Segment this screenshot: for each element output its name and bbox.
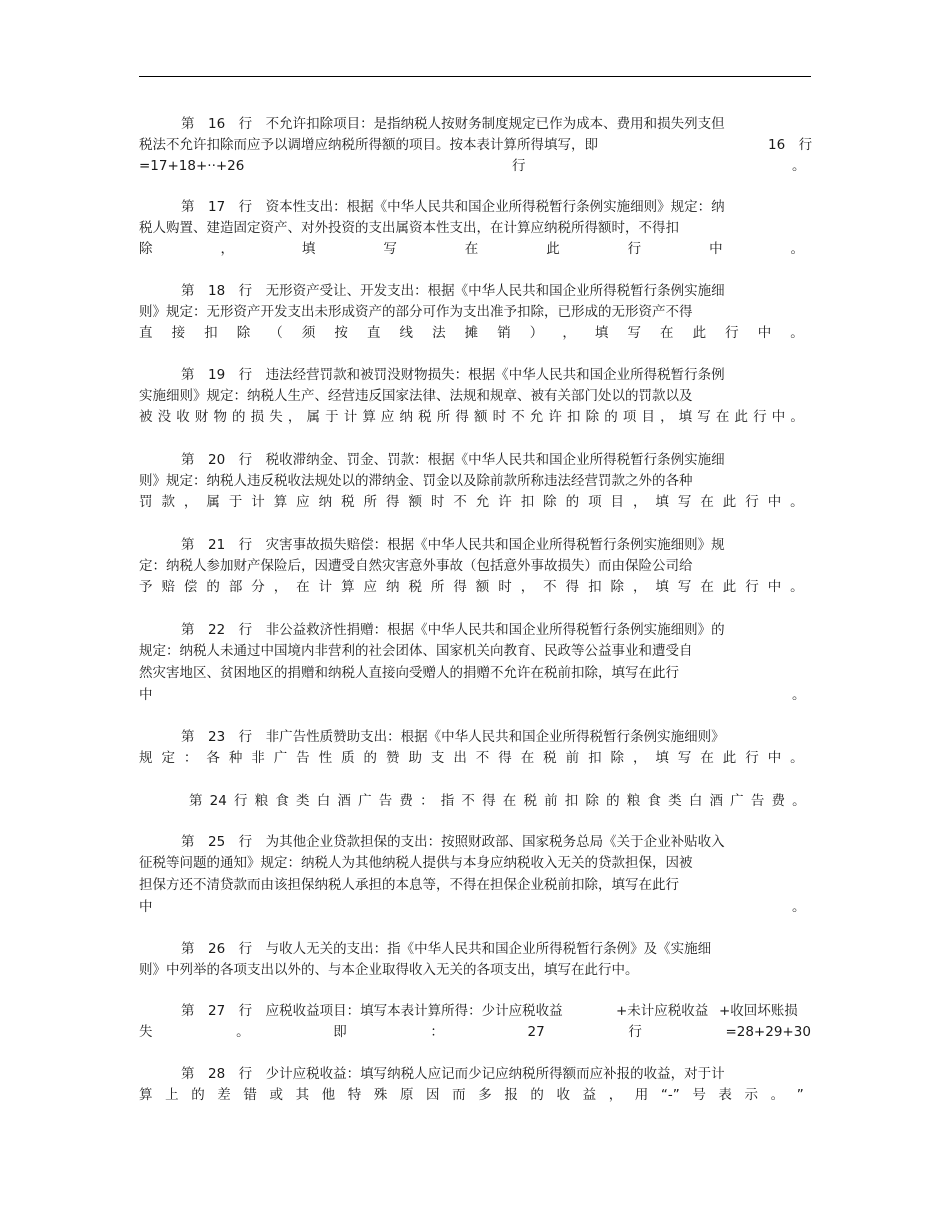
text-token: 不 [453, 494, 467, 510]
text-token: 所 [436, 409, 451, 425]
text-token: 允 [529, 409, 544, 425]
text-token: 应 [363, 579, 378, 595]
text-token: 接 [171, 325, 186, 341]
text-token: 行 [745, 579, 759, 595]
text-token: 填 [594, 325, 609, 341]
line-25-1: 第 25 行 为其他企业贷款担保的支出：按照财政部、国家税务总局《关于企业补贴收入 [181, 834, 725, 850]
text-token: 计 [318, 579, 333, 595]
text-token: 填 [678, 409, 693, 425]
text-token: 予 [139, 579, 153, 595]
text-token: 粮 [254, 793, 269, 809]
text-token: 得 [385, 494, 400, 510]
text-token: 。 [236, 1024, 250, 1040]
text-token: 中 [767, 579, 782, 595]
text-token: 白 [316, 793, 331, 809]
line-21-3 [139, 581, 804, 595]
text-token: 扣 [588, 750, 602, 766]
text-token: 报 [504, 1087, 518, 1103]
text-token: ： [420, 793, 434, 809]
text-token: 写 [383, 241, 397, 257]
text-token: 失 [139, 1024, 153, 1040]
text-token: 不 [543, 579, 557, 595]
text-token: 行 [745, 750, 759, 766]
text-token: 写 [677, 750, 692, 766]
text-token: 填 [655, 579, 669, 595]
line-26-2: 则》中列举的各项支出以外的、与本企业取得收入无关的各项支出，填写在此行中。 [139, 962, 639, 978]
text-token: 写 [677, 579, 692, 595]
text-token: 告 [378, 793, 393, 809]
text-token: ， [660, 409, 674, 425]
line-23-2 [139, 752, 804, 766]
text-token: 赞 [385, 750, 400, 766]
line-22-1: 第 22 行 非公益救济性捐赠：根据《中华人民共和国企业所得税暂行条例实施细则》的 [181, 622, 725, 638]
text-token: 时 [430, 494, 445, 510]
text-token: 税 [418, 409, 432, 425]
text-token: 中 [767, 750, 782, 766]
text-token: 罚 [139, 494, 153, 510]
line-25-4-end: 。 [792, 899, 806, 915]
line-16-2: 税法不允许扣除而应予以调增应纳税所得额的项目。按本表计算所得填写，即 [139, 137, 598, 153]
text-token: 上 [165, 1087, 179, 1103]
line-25-3: 担保方还不清贷款而由该担保纳税人承担的本息等，不得在担保企业税前扣除，填写在此行 [139, 877, 679, 893]
line-27-2 [139, 1026, 811, 1040]
text-token: 得 [498, 750, 512, 766]
text-token: 中 [771, 409, 786, 425]
text-token: 中 [757, 325, 772, 341]
text-token: 原 [399, 1087, 414, 1103]
text-token: 。 [770, 1087, 785, 1103]
text-token: 助 [408, 750, 422, 766]
text-token: 费 [399, 793, 413, 809]
text-token: 不 [461, 793, 475, 809]
text-token: 此 [546, 241, 560, 257]
text-token: ， [273, 579, 288, 595]
text-token: 食 [647, 793, 661, 809]
text-token: 时 [492, 409, 507, 425]
line-25-4: 中 [139, 899, 153, 915]
text-token: 种 [228, 750, 243, 766]
text-token: 填 [655, 494, 669, 510]
text-token: 收 [556, 1087, 570, 1103]
line-16-3: =17+18+··+26 [139, 158, 245, 174]
text-token: 财 [194, 409, 209, 425]
line-17-1: 第 17 行 资本性支出：根据《中华人民共和国企业所得税暂行条例实施细则》规定：纳 [181, 199, 725, 215]
text-token: 示 [744, 1087, 759, 1103]
text-token: =28+29+30 [725, 1024, 811, 1040]
text-token: 广 [273, 750, 288, 766]
text-token: 扣 [520, 494, 535, 510]
text-token: 应 [380, 409, 395, 425]
text-token: 属 [306, 409, 320, 425]
line-27-1c: +收回坏账损 [719, 1003, 798, 1019]
text-token: 。 [792, 793, 806, 809]
text-token: ， [183, 494, 198, 510]
text-token: 所 [363, 494, 378, 510]
text-token: 在 [715, 409, 730, 425]
text-token: 额 [475, 579, 490, 595]
text-token: 不 [511, 409, 525, 425]
text-token: 。 [790, 750, 804, 766]
line-21-2: 定：纳税人参加财产保险后，因遭受自然灾害意外事故（包括意外事故损失）而由保险公司给 [139, 558, 693, 574]
text-token: ， [287, 409, 302, 425]
text-token: 于 [228, 494, 243, 510]
text-token: “-” [660, 1087, 680, 1103]
text-token: 用 [634, 1087, 649, 1103]
line-19-3 [139, 411, 804, 425]
text-token: 因 [426, 1087, 440, 1103]
text-token: 允 [475, 494, 490, 510]
line-23-1: 第 23 行 非广告性质赞助支出：根据《中华人民共和国企业所得税暂行条例实施细则》 [181, 729, 725, 745]
line-19-2: 实施细则》规定：纳税人生产、经营违反国家法律、法规和规章、被有关部门处以的罚款以及 [139, 388, 693, 404]
text-token: 扣 [564, 793, 579, 809]
text-token: 直 [366, 325, 381, 341]
text-token: 款 [161, 494, 175, 510]
text-token: 殊 [373, 1087, 388, 1103]
text-token: ， [632, 750, 647, 766]
text-token: 偿 [183, 579, 198, 595]
text-token: 类 [668, 793, 682, 809]
text-token: 的 [363, 750, 378, 766]
line-16-1: 第 16 行 不允许扣除项目：是指纳税人按财务制度规定已作为成本、费用和损失列支但 [181, 116, 725, 132]
text-token: 。 [790, 579, 804, 595]
text-token: ， [608, 1087, 623, 1103]
text-token: 法 [432, 325, 446, 341]
text-token: 27 [527, 1024, 545, 1040]
text-token: 定 [161, 750, 175, 766]
text-token: 所 [430, 579, 445, 595]
line-20-3 [139, 496, 804, 510]
text-token: 得 [455, 409, 469, 425]
text-token: 损 [250, 409, 265, 425]
text-token: 项 [622, 409, 637, 425]
text-token: 于 [325, 409, 339, 425]
text-token: 直 [139, 325, 153, 341]
text-token: 行 [753, 409, 767, 425]
text-token: 写 [697, 409, 711, 425]
text-token: 纳 [318, 494, 333, 510]
line-26-1: 第 26 行 与收人无关的支出：指《中华人民共和国企业所得税暂行条例》及《实施细 [181, 941, 712, 957]
text-token: 多 [478, 1087, 492, 1103]
text-token: 目 [641, 409, 655, 425]
text-token: （ [269, 325, 283, 341]
text-token: 益 [582, 1087, 597, 1103]
line-18-1: 第 18 行 无形资产受让、开发支出：根据《中华人民共和国企业所得税暂行条例实施细 [181, 283, 725, 299]
line-22-4: 中 [139, 687, 153, 703]
text-token: 告 [750, 793, 765, 809]
text-token: 的 [565, 494, 580, 510]
text-token: 类 [296, 793, 310, 809]
text-token: 在 [464, 241, 479, 257]
text-token: 此 [734, 409, 748, 425]
line-21-1: 第 21 行 灾害事故损失赔偿：根据《中华人民共和国企业所得税暂行条例实施细则》规 [181, 537, 725, 553]
line-24-1 [189, 795, 806, 809]
text-token: 此 [692, 325, 707, 341]
text-token: 此 [722, 494, 737, 510]
line-22-4-end: 。 [792, 687, 806, 703]
text-token: 的 [530, 1087, 544, 1103]
text-token: 此 [722, 579, 737, 595]
text-token: 。 [790, 409, 804, 425]
line-20-1: 第 20 行 税收滞纳金、罚金、罚款：根据《中华人民共和国企业所得税暂行条例实施细 [181, 452, 725, 468]
line-22-3: 然灾害地区、贫困地区的捐赠和纳税人直接向受赠人的捐赠不允许在税前扣除，填写在此行 [139, 665, 679, 681]
text-token: 在 [502, 793, 517, 809]
text-token: ， [632, 579, 647, 595]
text-token: 须 [301, 325, 316, 341]
text-token: 号 [692, 1087, 706, 1103]
text-token: 线 [399, 325, 413, 341]
text-token: 失 [269, 409, 283, 425]
text-token: 算 [139, 1087, 153, 1103]
text-token: ， [632, 494, 647, 510]
text-token: 酒 [337, 793, 351, 809]
line-17-2: 税人购置、建造固定资产、对外投资的支出属资本性支出，在计算应纳税所得额时，不得扣 [139, 220, 679, 236]
text-token: 。 [790, 241, 804, 257]
text-token: 性 [318, 750, 333, 766]
text-token: 除 [585, 409, 600, 425]
text-token: 算 [362, 409, 376, 425]
text-token: 的 [606, 793, 620, 809]
text-token: 规 [139, 750, 153, 766]
text-token: 除 [585, 793, 599, 809]
text-token: 酒 [709, 793, 723, 809]
text-token: 的 [191, 1087, 205, 1103]
text-token: ， [520, 579, 535, 595]
text-token: ： [183, 750, 198, 766]
text-token: 广 [730, 793, 744, 809]
text-token: 计 [343, 409, 358, 425]
text-token: 计 [251, 494, 265, 510]
text-token: 分 [251, 579, 265, 595]
text-token: 行 [725, 325, 739, 341]
text-token: 除 [610, 750, 625, 766]
text-token: 错 [243, 1087, 257, 1103]
text-token: 在 [520, 750, 535, 766]
text-token: ” [796, 1087, 804, 1103]
text-token: 告 [296, 750, 310, 766]
text-token: 行 [627, 241, 642, 257]
text-token: 非 [251, 750, 265, 766]
text-token: 税 [341, 494, 355, 510]
text-token: 在 [700, 579, 714, 595]
text-token: 。 [790, 325, 804, 341]
text-token: 或 [269, 1087, 283, 1103]
text-token: 扣 [204, 325, 218, 341]
text-token: 算 [341, 579, 355, 595]
text-token: 扣 [588, 579, 602, 595]
text-token: 填 [655, 750, 669, 766]
text-token: 目 [610, 494, 625, 510]
text-token: 写 [627, 325, 641, 341]
text-token: 其 [295, 1087, 310, 1103]
text-token: 除 [236, 325, 251, 341]
text-token: 中 [767, 494, 782, 510]
text-token: 特 [347, 1087, 362, 1103]
text-token: 税 [523, 793, 537, 809]
text-token: 纳 [385, 579, 400, 595]
text-token: 得 [482, 793, 496, 809]
text-token: 在 [296, 579, 310, 595]
line-28-1: 第 28 行 少计应税收益：填写纳税人应记而少记应纳税所得额而应补报的收益，对于计 [181, 1066, 725, 1082]
text-token: 不 [475, 750, 490, 766]
text-token: 算 [273, 494, 288, 510]
line-18-3 [139, 327, 804, 341]
text-token: 在 [700, 750, 714, 766]
text-token: 的 [232, 409, 246, 425]
text-token: 摊 [464, 325, 479, 341]
text-token: 许 [548, 409, 562, 425]
text-token: 费 [771, 793, 785, 809]
text-token: 按 [334, 325, 348, 341]
text-token: 粮 [626, 793, 641, 809]
text-token: 即 [333, 1024, 347, 1040]
text-token: 得 [453, 579, 467, 595]
text-token: 第 [189, 793, 203, 809]
text-token: 支 [430, 750, 445, 766]
line-17-3 [139, 243, 804, 257]
text-token: 质 [341, 750, 355, 766]
text-token: 行 [628, 1024, 642, 1040]
text-token: 行 [234, 793, 248, 809]
text-token: 应 [296, 494, 310, 510]
text-token: ， [220, 241, 234, 257]
text-token: 除 [610, 579, 625, 595]
text-token: 此 [722, 750, 737, 766]
text-token: 在 [660, 325, 674, 341]
text-token: ， [562, 325, 576, 341]
text-token: 税 [408, 579, 422, 595]
text-token: 中 [709, 241, 723, 257]
line-25-2: 征税等问题的通知》规定：纳税人为其他纳税人提供与本身应纳税收入无关的贷款担保，因被 [139, 855, 693, 871]
text-token: ） [529, 325, 544, 341]
text-token: 除 [139, 241, 153, 257]
text-token: 得 [565, 579, 580, 595]
text-token: 各 [206, 750, 220, 766]
text-token: 税 [543, 750, 557, 766]
line-27-1a: 第 27 行 应税收益项目：填写本表计算所得：少计应税收益 [181, 1003, 563, 1019]
text-token: 部 [228, 579, 243, 595]
line-20-2: 则》规定：纳税人违反税收法规处以的滞纳金、罚金以及除前款所称违法经营罚款之外的各种 [139, 473, 693, 489]
line-28-2 [139, 1089, 804, 1103]
text-token: 在 [700, 494, 714, 510]
text-token: 表 [718, 1087, 732, 1103]
text-token: 而 [452, 1087, 466, 1103]
text-token: 属 [206, 494, 220, 510]
text-token: 前 [544, 793, 558, 809]
text-token: 填 [301, 241, 316, 257]
line-16-3-end: 。 [792, 158, 806, 174]
text-token: 食 [275, 793, 289, 809]
text-token: 广 [358, 793, 372, 809]
text-token: 纳 [399, 409, 414, 425]
text-token: 出 [453, 750, 467, 766]
text-token: 24 [209, 793, 227, 809]
text-token: 他 [321, 1087, 336, 1103]
text-token: ： [430, 1024, 444, 1040]
text-token: 项 [588, 494, 602, 510]
text-token: 被 [139, 409, 153, 425]
text-token: 前 [565, 750, 580, 766]
line-16-3-mid: 行 [512, 158, 526, 174]
text-token: 白 [688, 793, 703, 809]
text-token: 物 [213, 409, 227, 425]
text-token: 收 [176, 409, 190, 425]
text-token: 时 [498, 579, 512, 595]
text-token: 额 [408, 494, 422, 510]
text-token: 的 [206, 579, 220, 595]
line-27-1b: +未计应税收益 [616, 1003, 709, 1019]
line-18-2: 则》规定：无形资产开发支出未形成资产的部分可作为支出准予扣除，已形成的无形资产不得 [139, 304, 693, 320]
text-token: 除 [543, 494, 557, 510]
text-token: 扣 [567, 409, 581, 425]
line-22-2: 规定：纳税人未通过中国境内非营利的社会团体、国家机关向教育、民政等公益事业和遭受自 [139, 643, 693, 659]
text-token: 额 [473, 409, 488, 425]
text-token: 没 [157, 409, 172, 425]
text-token: 。 [790, 494, 804, 510]
text-token: 指 [440, 793, 455, 809]
text-token: 的 [604, 409, 618, 425]
text-token: 销 [497, 325, 511, 341]
text-token: 许 [498, 494, 512, 510]
header-rule [139, 76, 811, 77]
text-token: 赔 [161, 579, 175, 595]
text-token: 行 [745, 494, 759, 510]
line-19-1: 第 19 行 违法经营罚款和被罚没财物损失：根据《中华人民共和国企业所得税暂行条例 [181, 367, 725, 383]
text-token: 写 [677, 494, 692, 510]
line-16-2-right: 16 行 [768, 137, 813, 153]
text-token: 差 [217, 1087, 231, 1103]
